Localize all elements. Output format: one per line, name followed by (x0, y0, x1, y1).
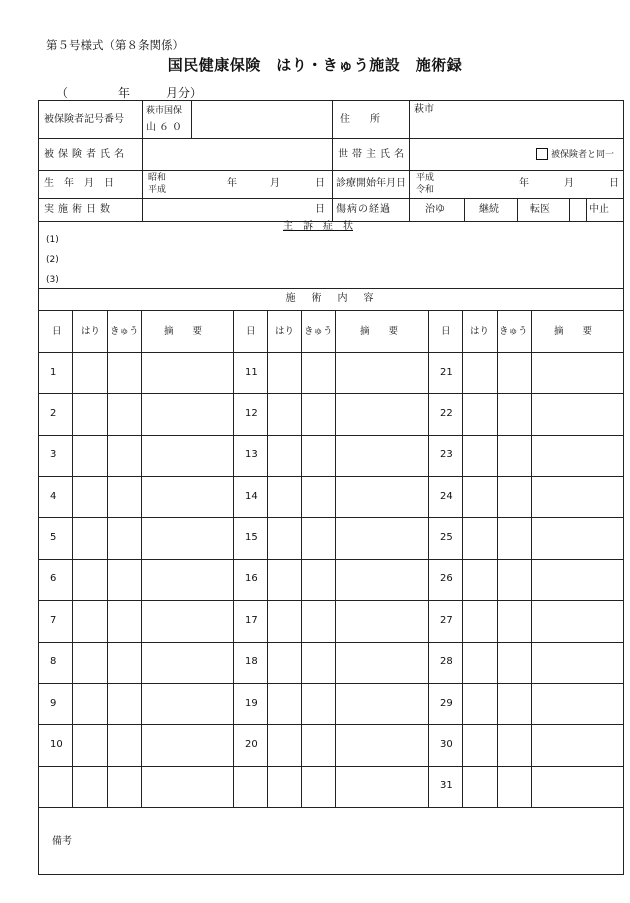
grid-row-line (38, 724, 624, 725)
day-number: 4 (50, 491, 57, 502)
col-header-hari: はり (81, 326, 101, 337)
day-number: 25 (440, 532, 453, 543)
col-divider (142, 100, 143, 221)
border-bottom (38, 874, 624, 875)
col-divider (191, 100, 192, 138)
complaint-item-3: (3) (46, 275, 59, 285)
grid-col-line (267, 310, 268, 807)
col-header-remarks: 摘 要 (164, 326, 203, 337)
complaint-item-2: (2) (46, 255, 59, 265)
remarks-label: 備考 (52, 836, 72, 847)
address-value: 萩市 (414, 104, 434, 115)
day-number: 10 (50, 739, 63, 750)
treatment-record-form (38, 100, 624, 875)
grid-col-line (72, 310, 73, 807)
period-month-label: 月分） (166, 86, 203, 100)
grid-row-line (38, 393, 624, 394)
treatment-days-label: 実施術日数 (44, 204, 114, 215)
outcome-discontinued: 中止 (589, 204, 609, 215)
grid-col-line (301, 310, 302, 807)
outcome-transferred: 転医 (530, 204, 550, 215)
col-divider (332, 100, 333, 221)
insured-number-label: 被保険者記号番号 (44, 114, 124, 125)
row-divider (38, 352, 624, 353)
day-number: 1 (50, 367, 57, 378)
col-header-day: 日 (52, 326, 62, 337)
day-number: 2 (50, 408, 57, 419)
col-header-remarks: 摘 要 (360, 326, 399, 337)
border-top (38, 100, 624, 101)
grid-col-line (531, 310, 532, 807)
row-divider (38, 170, 624, 171)
birthdate-label: 生 年 月 日 (44, 178, 114, 189)
period-open-paren: （ (56, 86, 69, 100)
day-number: 7 (50, 615, 57, 626)
grid-col-line (497, 310, 498, 807)
insured-name-label: 被保険者氏名 (44, 149, 128, 160)
day-number: 24 (440, 491, 453, 502)
grid-col-line (428, 310, 429, 807)
day-number: 20 (245, 739, 258, 750)
row-divider (38, 138, 624, 139)
day-number: 23 (440, 449, 453, 460)
era-heisei-2: 平成 (416, 173, 435, 183)
treatment-days-unit: 日 (315, 204, 325, 215)
start-day-unit: 日 (609, 178, 619, 189)
day-number: 28 (440, 656, 453, 667)
col-divider (517, 198, 518, 221)
same-as-insured-checkbox[interactable] (536, 148, 548, 160)
day-number: 30 (440, 739, 453, 750)
birth-day-unit: 日 (315, 178, 325, 189)
grid-row-line (38, 600, 624, 601)
day-number: 6 (50, 573, 57, 584)
grid-col-line (462, 310, 463, 807)
border-left (38, 100, 39, 875)
day-number: 5 (50, 532, 57, 543)
col-divider (569, 198, 570, 221)
treatment-start-label: 診療開始年月日 (336, 178, 406, 189)
day-number: 15 (245, 532, 258, 543)
illness-progress-label: 傷病の経過 (336, 204, 391, 215)
row-divider (38, 288, 624, 289)
day-number: 3 (50, 449, 57, 460)
day-number: 22 (440, 408, 453, 419)
day-number: 9 (50, 698, 57, 709)
col-header-day: 日 (246, 326, 256, 337)
era-showa: 昭和 (148, 173, 167, 183)
col-divider (586, 198, 587, 221)
grid-row-line (38, 766, 624, 767)
era-reiwa: 令和 (416, 185, 435, 195)
complaint-item-1: (1) (46, 235, 59, 245)
birth-year-unit: 年 (227, 178, 237, 189)
grid-row-line (38, 642, 624, 643)
treatment-heading: 施 術 内 容 (285, 293, 377, 304)
day-number: 21 (440, 367, 453, 378)
border-right (623, 100, 624, 875)
day-number: 26 (440, 573, 453, 584)
household-head-label: 世帯主氏名 (338, 149, 408, 160)
era-heisei: 平成 (148, 185, 167, 195)
col-header-day: 日 (441, 326, 451, 337)
address-label: 住 所 (340, 114, 380, 125)
col-header-hari: はり (470, 326, 490, 337)
row-divider (38, 198, 624, 199)
form-number: 第５号様式（第８条関係） (46, 38, 184, 52)
day-number: 29 (440, 698, 453, 709)
col-header-kyu: きゅう (304, 326, 333, 337)
day-number: 17 (245, 615, 258, 626)
grid-col-line (141, 310, 142, 807)
insured-number-prefix: 萩市国保 (146, 106, 183, 116)
col-divider (409, 100, 410, 221)
row-divider (38, 807, 624, 808)
same-as-insured-label: 被保険者と同一 (551, 150, 615, 160)
grid-col-line (335, 310, 336, 807)
start-month-unit: 月 (564, 178, 574, 189)
birth-month-unit: 月 (270, 178, 280, 189)
insured-number-value: 山６０ (146, 122, 185, 133)
grid-row-line (38, 476, 624, 477)
start-year-unit: 年 (519, 178, 529, 189)
day-number: 12 (245, 408, 258, 419)
col-divider (464, 198, 465, 221)
grid-row-line (38, 559, 624, 560)
col-header-hari: はり (275, 326, 295, 337)
day-number: 11 (245, 367, 258, 378)
col-header-kyu: きゅう (499, 326, 528, 337)
page-title: 国民健康保険 はり・きゅう施設 施術録 (167, 56, 463, 74)
col-header-remarks: 摘 要 (554, 326, 593, 337)
day-number: 16 (245, 573, 258, 584)
day-number: 14 (245, 491, 258, 502)
complaints-heading: 主 訴 症 状 (283, 221, 353, 232)
day-number: 19 (245, 698, 258, 709)
day-number: 13 (245, 449, 258, 460)
grid-row-line (38, 683, 624, 684)
outcome-continuing: 継続 (479, 204, 499, 215)
day-number: 31 (440, 780, 453, 791)
grid-col-line (233, 310, 234, 807)
col-header-kyu: きゅう (110, 326, 139, 337)
period-year-label: 年 (118, 86, 131, 100)
grid-row-line (38, 435, 624, 436)
day-number: 8 (50, 656, 57, 667)
outcome-cured: 治ゆ (425, 204, 445, 215)
day-number: 18 (245, 656, 258, 667)
grid-row-line (38, 517, 624, 518)
grid-col-line (107, 310, 108, 807)
row-divider (38, 310, 624, 311)
day-number: 27 (440, 615, 453, 626)
